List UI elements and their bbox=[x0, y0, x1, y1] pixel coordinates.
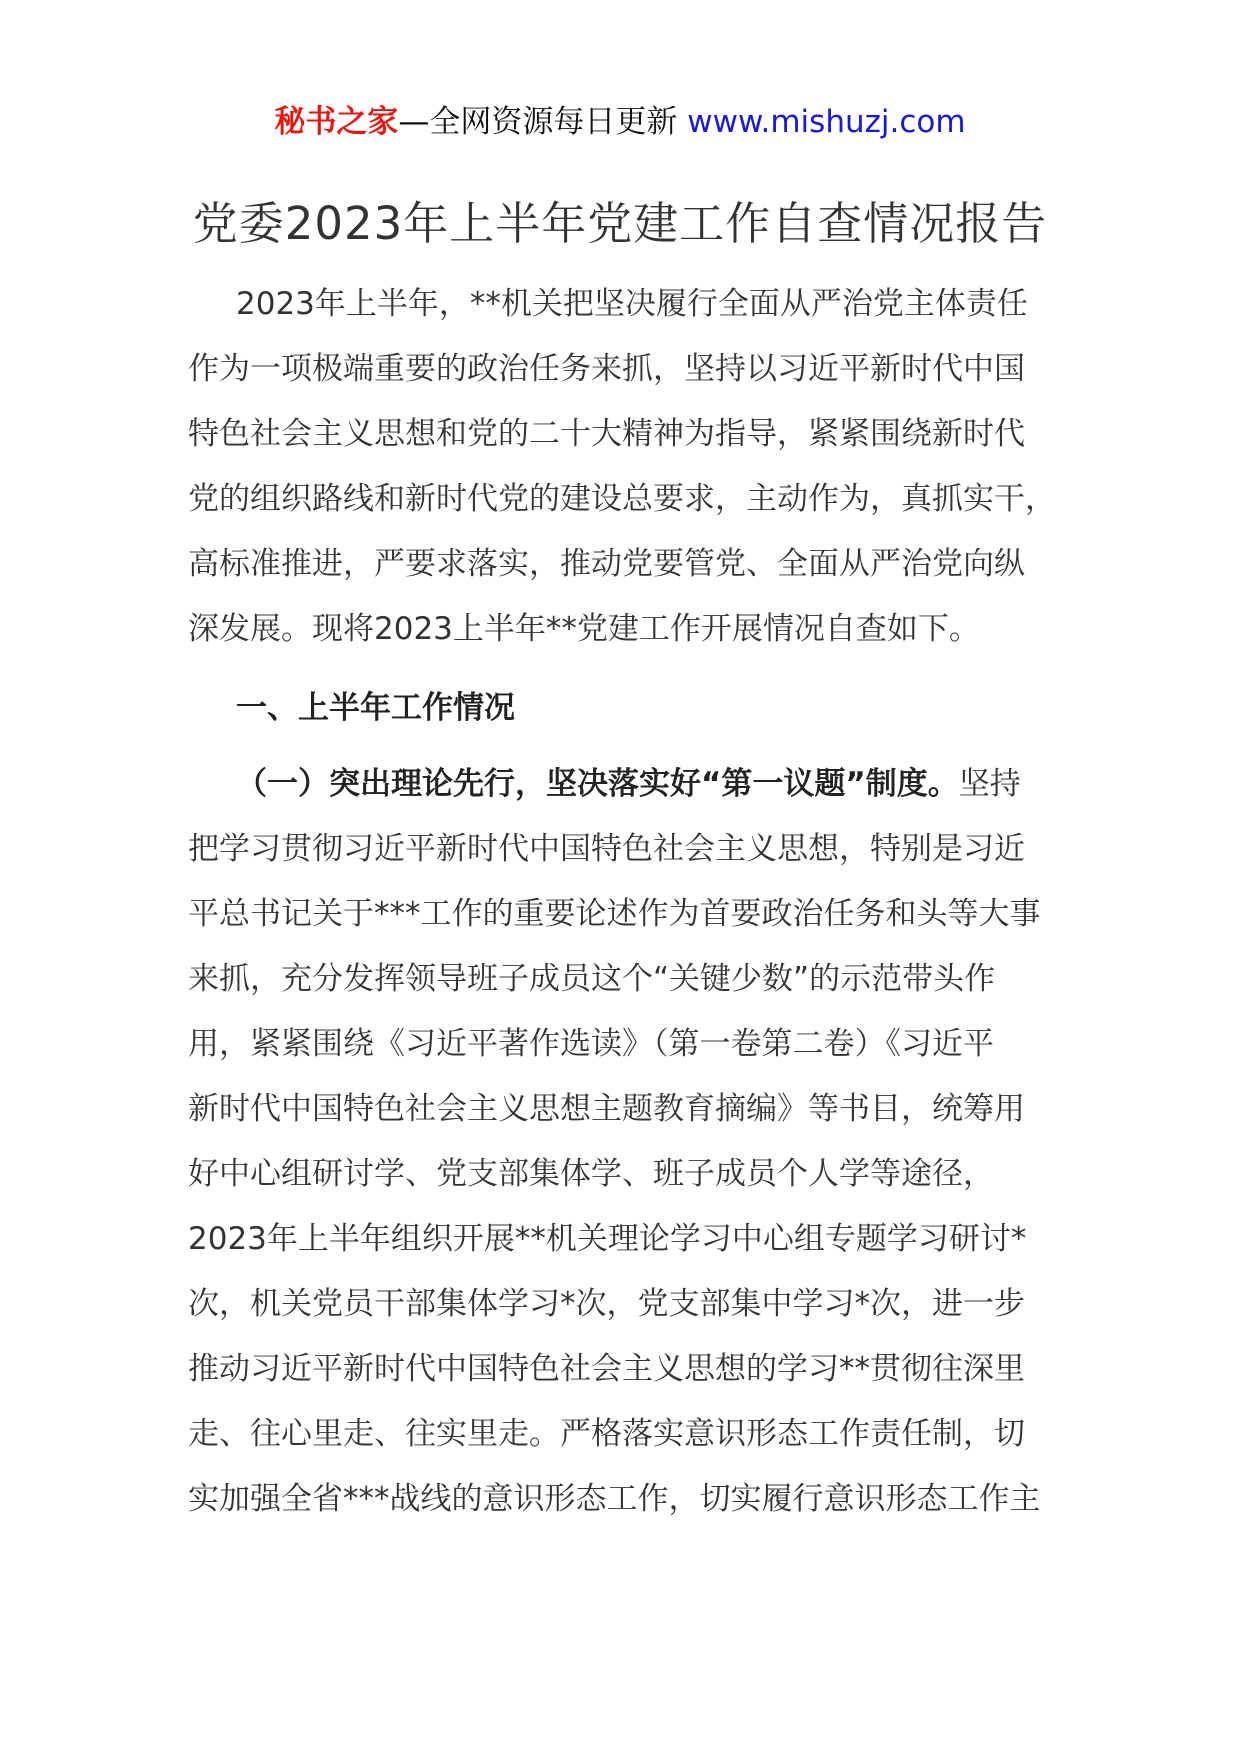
paragraph-line: 来抓，充分发挥领导班子成员这个“关键少数”的示范带头作 bbox=[188, 961, 996, 997]
banner-url-link[interactable]: www.mishuzj.com bbox=[687, 104, 966, 140]
paragraph-line: 用，紧紧围绕《习近平著作选读》（第一卷第二卷）《习近平 bbox=[188, 1026, 994, 1062]
paragraph-line: 次，机关党员干部集体学习*次，党支部集中学习*次，进一步 bbox=[188, 1286, 1025, 1322]
section-heading bbox=[188, 676, 1060, 741]
document-title: 党委2023年上半年党建工作自查情况报告 bbox=[192, 197, 1048, 250]
subsection-heading: （一）突出理论先行，坚决落实好“第一议题”制度。 bbox=[236, 766, 959, 802]
paragraph-line: 2023年上半年，**机关把坚决履行全面从严治党主体责任 bbox=[236, 286, 1028, 322]
intro-paragraph bbox=[188, 272, 1060, 662]
banner-slogan: —全网资源每日更新 bbox=[398, 104, 678, 140]
paragraph-line: 新时代中国特色社会主义思想主题教育摘编》等书目，统筹用 bbox=[188, 1091, 1025, 1127]
paragraph-line: 2023年上半年组织开展**机关理论学习中心组专题学习研讨* bbox=[188, 1221, 1027, 1257]
paragraph-line: 实加强全省***战线的意识形态工作，切实履行意识形态工作主 bbox=[188, 1481, 1041, 1517]
paragraph-line: 推动习近平新时代中国特色社会主义思想的学习**贯彻往深里 bbox=[188, 1351, 1025, 1387]
paragraph-line: 平总书记关于***工作的重要论述作为首要政治任务和头等大事 bbox=[188, 896, 1041, 932]
paragraph-line: 特色社会主义思想和党的二十大精神为指导，紧紧围绕新时代 bbox=[188, 416, 1025, 452]
paragraph-line: 深发展。现将2023上半年**党建工作开展情况自查如下。 bbox=[188, 611, 980, 647]
paragraph-line: 党的组织路线和新时代党的建设总要求，主动作为，真抓实干， bbox=[188, 481, 1056, 517]
paragraph-line: 把学习贯彻习近平新时代中国特色社会主义思想，特别是习近 bbox=[188, 831, 1025, 867]
site-banner bbox=[0, 100, 1240, 144]
paragraph-line: 走、往心里走、往实里走。严格落实意识形态工作责任制，切 bbox=[188, 1416, 1025, 1452]
banner-brand: 秘书之家 bbox=[274, 104, 399, 140]
subsection-paragraph bbox=[188, 752, 1060, 1532]
paragraph-line: 高标准推进，严要求落实，推动党要管党、全面从严治党向纵 bbox=[188, 546, 1025, 582]
paragraph-first-line bbox=[188, 752, 1060, 817]
paragraph-line: 好中心组研讨学、党支部集体学、班子成员个人学等途径， bbox=[188, 1156, 994, 1192]
paragraph-line: 作为一项极端重要的政治任务来抓，坚持以习近平新时代中国 bbox=[188, 351, 1025, 387]
section-heading-text: 一、上半年工作情况 bbox=[236, 690, 515, 726]
paragraph-lead-text: 坚持 bbox=[958, 766, 1021, 802]
